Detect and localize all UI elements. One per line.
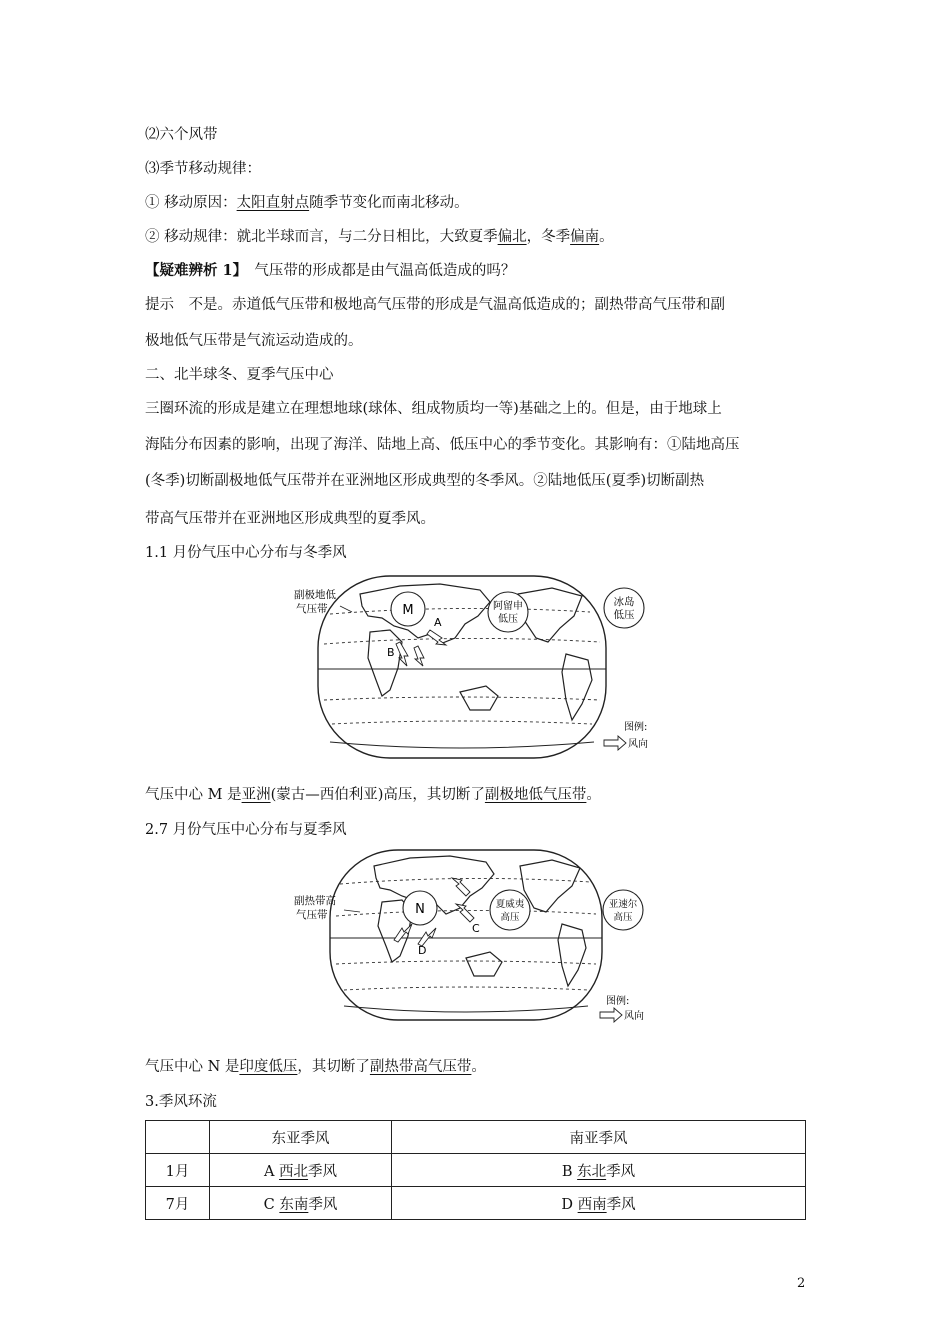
center-n-line (145, 1057, 486, 1077)
hawaii-label-2: 高压 (500, 912, 520, 923)
aleutian-label-1: 阿留申 (493, 601, 523, 612)
list-item-seasonal-shift: ⑶季节移动规律： (145, 161, 261, 177)
subheading-january: 1.1 月份气压中心分布与冬季风 (145, 545, 347, 561)
center-m-line (145, 785, 601, 805)
text: 。 (599, 229, 614, 245)
label-a: A (434, 616, 442, 629)
subheading-monsoon-circulation: 3.季风环流 (145, 1094, 217, 1110)
text: (蒙古—西伯利亚)高压，其切断了 (270, 787, 485, 803)
table-header-cell (146, 1121, 210, 1154)
text: D (561, 1196, 578, 1213)
table-cell-month: 7月 (146, 1187, 210, 1220)
iceland-low-circle (604, 588, 644, 628)
monsoon-table (145, 1120, 806, 1220)
list-item-six-wind-belts: ⑵六个风带 (145, 127, 218, 143)
text: C (263, 1196, 280, 1213)
paragraph-line-3: (冬季)切断副极地低气压带并在亚洲地区形成典型的冬季风。②陆地低压(夏季)切断副热 (145, 473, 705, 489)
subheading-july: 2.7 月份气压中心分布与夏季风 (145, 822, 347, 838)
answer-underlined: 印度低压 (239, 1059, 298, 1075)
answer-underlined: 亚洲 (241, 787, 271, 803)
iceland-label-2: 低压 (613, 609, 635, 621)
text: B (561, 1163, 578, 1180)
legend-arrow-icon (600, 1008, 622, 1022)
table-cell (392, 1187, 806, 1220)
text: 季风 (308, 1163, 338, 1180)
section-heading: 二、北半球冬、夏季气压中心 (145, 367, 334, 383)
text: 气压中心 M 是 (145, 787, 242, 803)
table-cell (210, 1187, 392, 1220)
legend-wind-label: 风向 (624, 1011, 644, 1022)
text: ，其切断了 (297, 1059, 370, 1075)
january-pressure-map (290, 572, 662, 766)
table-cell (392, 1154, 806, 1187)
azores-high-circle (603, 890, 643, 930)
map-frame (330, 850, 602, 1020)
text: 季风 (308, 1196, 338, 1213)
hint-line-2: 极地低气压带是气流运动造成的。 (145, 333, 363, 349)
paragraph-line-1: 三圈环流的形成是建立在理想地球(球体、组成物质均一等)基础之上的。但是，由于地球上 (145, 401, 722, 417)
text: 季风 (606, 1196, 636, 1213)
label-c: C (472, 922, 480, 935)
shift-rule-line (145, 227, 614, 247)
legend-arrow-icon (604, 736, 626, 750)
text: 季风 (606, 1163, 636, 1180)
table-cell-month: 1月 (146, 1154, 210, 1187)
belt-label-1: 副极地低 (294, 589, 336, 601)
legend-wind-label: 风向 (628, 739, 648, 750)
label-b: B (387, 646, 395, 659)
hint-line-1: 提示 不是。赤道低气压带和极地高气压带的形成是气温高低造成的；副热带高气压带和副 (145, 297, 725, 313)
table-row (146, 1154, 806, 1187)
table-header-cell: 南亚季风 (392, 1121, 806, 1154)
answer-underlined: 副热带高气压带 (369, 1059, 472, 1075)
legend-title: 图例: (606, 996, 630, 1007)
text: ① 移动原因： (145, 195, 237, 211)
text: 。 (586, 787, 601, 803)
text: 气压中心 N 是 (145, 1059, 240, 1075)
answer-underlined: 副极地低气压带 (484, 787, 587, 803)
answer-underlined: 偏北 (497, 229, 527, 245)
belt-label-2: 气压带 (296, 603, 328, 615)
doubt-question (145, 261, 515, 281)
label-m: M (402, 603, 414, 618)
doubt-tag: 【疑难辨析 1】 (145, 262, 240, 279)
page-number: 2 (797, 1276, 806, 1291)
answer-underlined: 太阳直射点 (236, 195, 310, 211)
paragraph-line-4: 带高气压带并在亚洲地区形成典型的夏季风。 (145, 511, 435, 527)
shift-reason-line (145, 193, 469, 213)
aleutian-low-circle (488, 592, 528, 632)
table-header-cell: 东亚季风 (210, 1121, 392, 1154)
answer-underlined: 西北 (279, 1163, 309, 1180)
answer-underlined: 东北 (577, 1163, 607, 1180)
table-header-row (146, 1121, 806, 1154)
july-pressure-map (290, 846, 662, 1026)
table-cell (210, 1154, 392, 1187)
azores-label-1: 亚速尔 (608, 899, 638, 910)
text: A (263, 1163, 280, 1180)
label-d: D (418, 944, 427, 957)
table-row (146, 1187, 806, 1220)
text: 。 (471, 1059, 486, 1075)
belt-label-1: 副热带高 (294, 895, 336, 907)
answer-underlined: 偏南 (570, 229, 600, 245)
text: ② 移动规律：就北半球而言，与二分日相比，大致夏季 (145, 229, 498, 245)
belt-label-2: 气压带 (296, 909, 328, 921)
text: 气压带的形成都是由气温高低造成的吗？ (239, 263, 516, 279)
paragraph-line-2: 海陆分布因素的影响，出现了海洋、陆地上高、低压中心的季节变化。其影响有：①陆地高压 (145, 437, 740, 453)
answer-underlined: 东南 (279, 1196, 309, 1213)
label-n: N (415, 902, 425, 917)
iceland-label-1: 冰岛 (613, 596, 635, 608)
text: 随季节变化而南北移动。 (309, 195, 469, 211)
legend-title: 图例: (624, 722, 648, 733)
azores-label-2: 高压 (613, 912, 633, 923)
hawaii-high-circle (490, 890, 530, 930)
aleutian-label-2: 低压 (498, 614, 518, 625)
hawaii-label-1: 夏威夷 (495, 899, 525, 910)
answer-underlined: 西南 (577, 1196, 607, 1213)
text: ，冬季 (526, 229, 571, 245)
